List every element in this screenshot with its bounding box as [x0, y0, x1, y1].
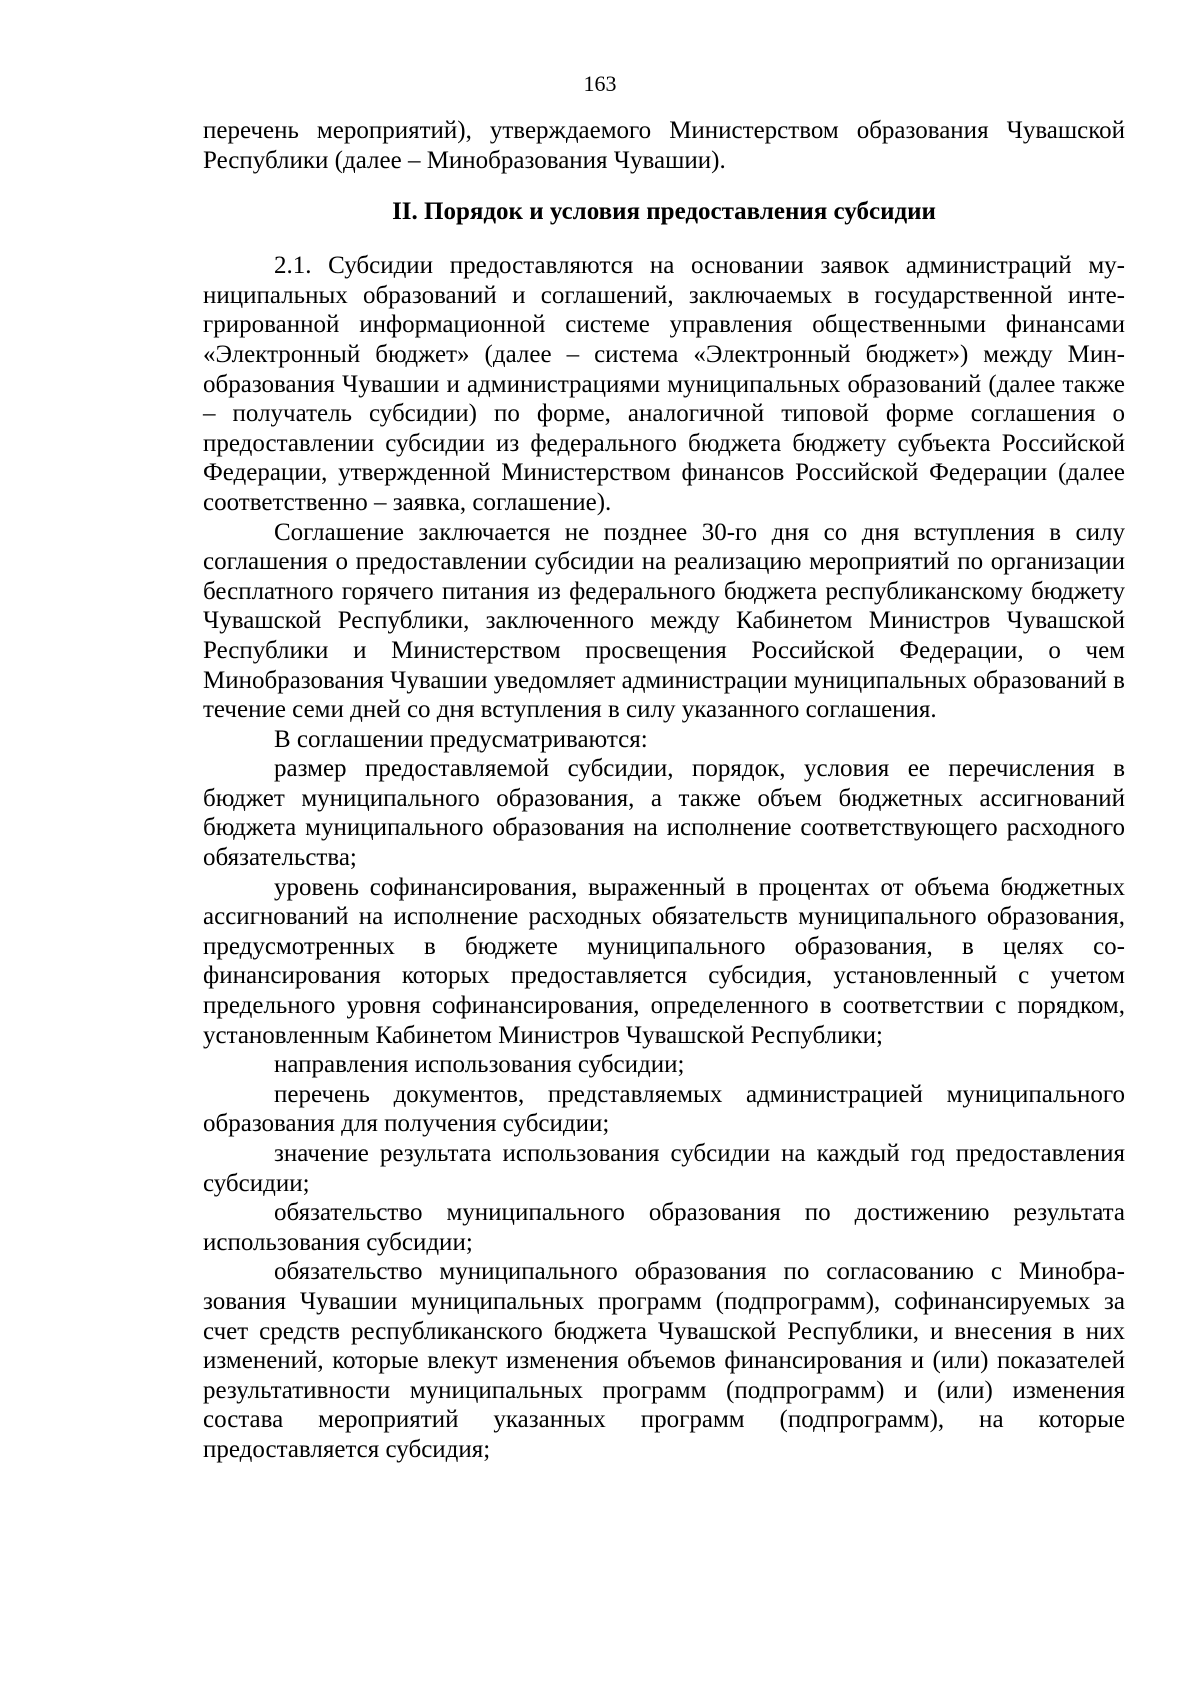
- section-heading: II. Порядок и условия предоставления субсидии: [392, 198, 936, 226]
- intro-paragraph: перечень мероприятий), утверждаемого Министерством образования Чувашской Республики (далее – Минобразования Чувашии).: [203, 117, 1125, 174]
- paragraph-agreement-provisions: В соглашении предусматриваются:: [274, 725, 648, 753]
- document-body: [203, 116, 1125, 1465]
- paragraph-agreement-deadline: Соглашение заключается не позднее 30-го дня со дня вступления в силу соглашения о предоставлении субсидии на реализацию мероприятий по организации бесплатного горячего питания из федерального бюджета республиканскому бюджету Чувашской Республики, заключенного между Кабинетом Министров Чувашской Республики и Министерством просвещения Российской Федерации, о чем Минобразования Чувашии уведомляет администрации муниципальных образований в течение семи дней со дня вступления в силу указанного соглашения.: [203, 518, 1125, 724]
- list-item: направления использования субсидии;: [274, 1051, 685, 1079]
- list-item: обязательство муниципального образования по согласованию с Минобразования Чувашии муниципальных программ (подпрограмм), софинансируемых за счет средств республиканского бюджета Чувашской Республики, и внесения в них изменений, которые влекут изменения объемов финансирования и (или) показателей результативности муниципальных программ (подпрограмм) и (или) изменения состава мероприятий указанных программ (подпрограмм), на которые предоставляется субсидия;: [203, 1258, 1125, 1463]
- list-item: значение результата использования субсидии на каждый год предоставления субсидии;: [203, 1140, 1125, 1197]
- list-item: обязательство муниципального образования по достижению результата использования субсидии;: [203, 1199, 1125, 1256]
- list-item: перечень документов, представляемых администрацией муниципального образования для получения субсидии;: [203, 1080, 1125, 1138]
- page-number: 163: [583, 71, 617, 96]
- paragraph-2-1: 2.1. Субсидии предоставляются на основании заявок администраций муниципальных образований и соглашений, заключаемых в государственной интегрированной информационной системе управления общественными финансами «Электронный бюджет» (далее – система «Электронный бюджет») между Минобразования Чувашии и администрациями муниципальных образований (далее также – получатель субсидии) по форме, аналогичной типовой форме соглашения о предоставлении субсидии из федерального бюджета бюджету субъекта Российской Федерации, утвержденной Министерством финансов Российской Федерации (далее соответственно – заявка, соглашение).: [203, 252, 1125, 516]
- list-item: размер предоставляемой субсидии, порядок, условия ее перечисления в бюджет муниципального образования, а также объем бюджетных ассигнований бюджета муниципального образования на исполнение соответствующего расходного обязательства;: [203, 755, 1125, 872]
- list-item: уровень софинансирования, выраженный в процентах от объема бюджетных ассигнований на исполнение расходных обязательств муниципального образования, предусмотренных в бюджете муниципального образования, в целях софинансирования которых предоставляется субсидия, установленный с учетом предельного уровня софинансирования, определенного в соответствии с порядком, установленным Кабинетом Министров Чувашской Республики;: [203, 873, 1125, 1049]
